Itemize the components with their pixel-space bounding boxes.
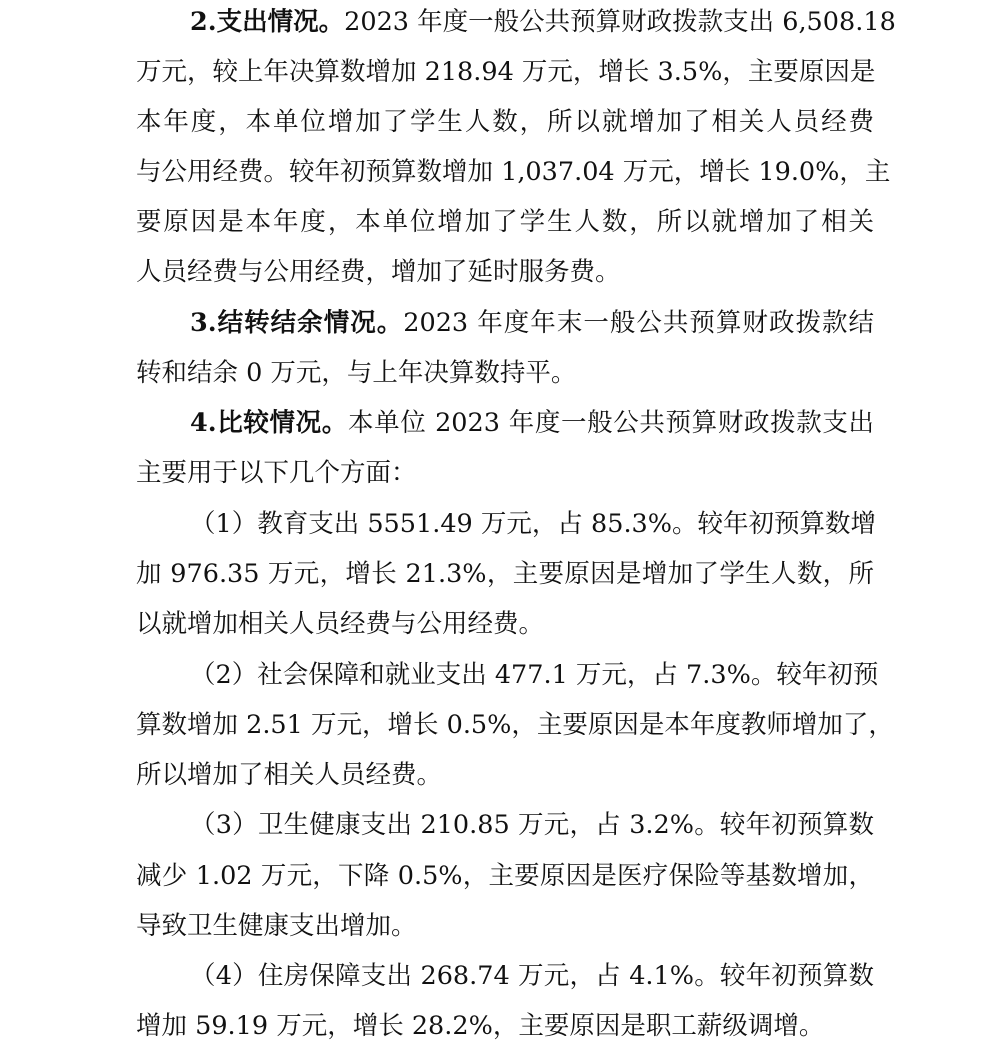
line-text: 2023 年度一般公共预算财政拨款支出 6,508.18 <box>344 7 896 37</box>
paragraph-line <box>190 398 874 448</box>
paragraph-line: （3）卫生健康支出 210.85 万元，占 3.2%。较年初预算数 <box>190 810 874 840</box>
paragraph-line: 万元，较上年决算数增加 218.94 万元，增长 3.5%，主要原因是 <box>136 57 876 87</box>
paragraph-line: 导致卫生健康支出增加。 <box>136 911 417 941</box>
paragraph-line: 主要用于以下几个方面： <box>136 458 417 488</box>
paragraph-line <box>190 0 896 47</box>
paragraph-line: 减少 1.02 万元，下降 0.5%，主要原因是医疗保险等基数增加， <box>136 861 874 891</box>
section-heading: 4.比较情况。 <box>190 408 348 438</box>
paragraph-line: 所以增加了相关人员经费。 <box>136 760 443 790</box>
paragraph-line: （4）住房保障支出 268.74 万元，占 4.1%。较年初预算数 <box>190 961 874 991</box>
paragraph-line: 人员经费与公用经费，增加了延时服务费。 <box>136 257 621 287</box>
paragraph-line: 要原因是本年度，本单位增加了学生人数，所以就增加了相关 <box>136 207 874 237</box>
paragraph-line: 算数增加 2.51 万元，增长 0.5%，主要原因是本年度教师增加了， <box>136 710 894 740</box>
paragraph-line <box>190 298 874 348</box>
section-heading: 2.支出情况。 <box>190 7 345 37</box>
paragraph-line: 转和结余 0 万元，与上年决算数持平。 <box>136 358 577 388</box>
line-text: 2023 年度年末一般公共预算财政拨款结 <box>403 308 874 338</box>
line-text: 本单位 2023 年度一般公共预算财政拨款支出 <box>347 408 874 438</box>
paragraph-line: 本年度，本单位增加了学生人数，所以就增加了相关人员经费 <box>136 107 874 137</box>
paragraph-line: 以就增加相关人员经费与公用经费。 <box>136 609 545 639</box>
paragraph-line: （1）教育支出 5551.49 万元，占 85.3%。较年初预算数增 <box>190 509 876 539</box>
paragraph-line: 加 976.35 万元，增长 21.3%，主要原因是增加了学生人数，所 <box>136 559 874 589</box>
paragraph-line: 与公用经费。较年初预算数增加 1,037.04 万元，增长 19.0%，主 <box>136 157 891 187</box>
paragraph-line: 增加 59.19 万元，增长 28.2%，主要原因是职工薪级调增。 <box>136 1011 825 1041</box>
section-heading: 3.结转结余情况。 <box>190 308 404 338</box>
paragraph-line: （2）社会保障和就业支出 477.1 万元，占 7.3%。较年初预 <box>190 660 879 690</box>
